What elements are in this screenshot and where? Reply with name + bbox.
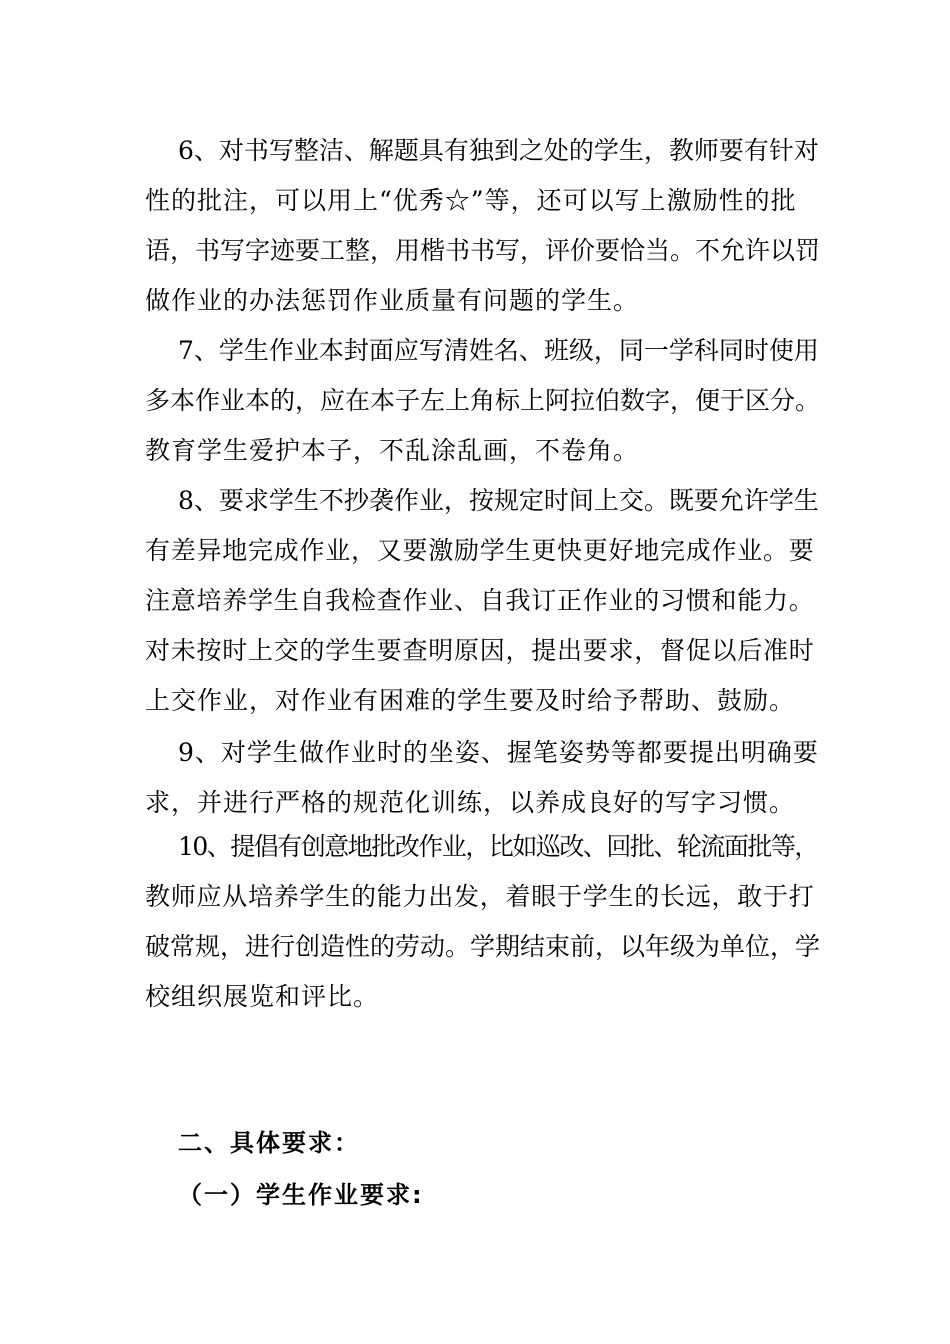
paragraph-6-line-1: 6、对书写整洁、解题具有独到之处的学生，教师要有针对: [178, 136, 819, 165]
paragraph-9-line-2: 求，并进行严格的规范化训练，以养成良好的写字习惯。: [145, 788, 796, 817]
paragraph-9-line-1: 9、对学生做作业时的坐姿、握笔姿势等都要提出明确要: [178, 738, 819, 767]
paragraph-7-line-2: 多本作业本的，应在本子左上角标上阿拉伯数字，便于区分。: [145, 386, 821, 415]
paragraph-8-line-2: 有差异地完成作业，又要激励学生更快更好地完成作业。要: [145, 536, 815, 565]
paragraph-8-line-1: 8、要求学生不抄袭作业，按规定时间上交。既要允许学生: [178, 486, 819, 515]
paragraph-6-line-3: 语，书写字迹要工整，用楷书书写，评价要恰当。不允许以罚: [145, 236, 821, 265]
paragraph-7-line-1: 7、学生作业本封面应写清姓名、班级，同一学科同时使用: [178, 336, 819, 365]
paragraph-10-line-1: 10、提倡有创意地批改作业，比如巡改、回批、轮流面批等，: [178, 832, 818, 861]
subsection-heading: （一）学生作业要求:: [178, 1181, 424, 1209]
paragraph-7-line-3: 教育学生爱护本子，不乱涂乱画，不卷角。: [145, 436, 640, 465]
paragraph-10-line-3: 破常规，进行创造性的劳动。学期结束前，以年级为单位，学: [145, 932, 821, 961]
paragraph-10-line-2: 教师应从培养学生的能力出发，着眼于学生的长远，敢于打: [145, 882, 815, 911]
paragraph-8-line-5: 上交作业，对作业有困难的学生要及时给予帮助、鼓励。: [145, 686, 796, 715]
paragraph-6-line-4: 做作业的办法惩罚作业质量有问题的学生。: [145, 286, 640, 315]
paragraph-6-line-2: 性的批注，可以用上“优秀☆”等，还可以写上激励性的批: [145, 186, 797, 215]
paragraph-10-line-4: 校组织展览和评比。: [145, 982, 380, 1011]
section-heading: 二、具体要求：: [178, 1129, 360, 1157]
paragraph-8-line-3: 注意培养学生自我检查作业、自我订正作业的习惯和能力。: [145, 586, 815, 615]
paragraph-8-line-4: 对未按时上交的学生要查明原因，提出要求，督促以后准时: [145, 636, 815, 665]
